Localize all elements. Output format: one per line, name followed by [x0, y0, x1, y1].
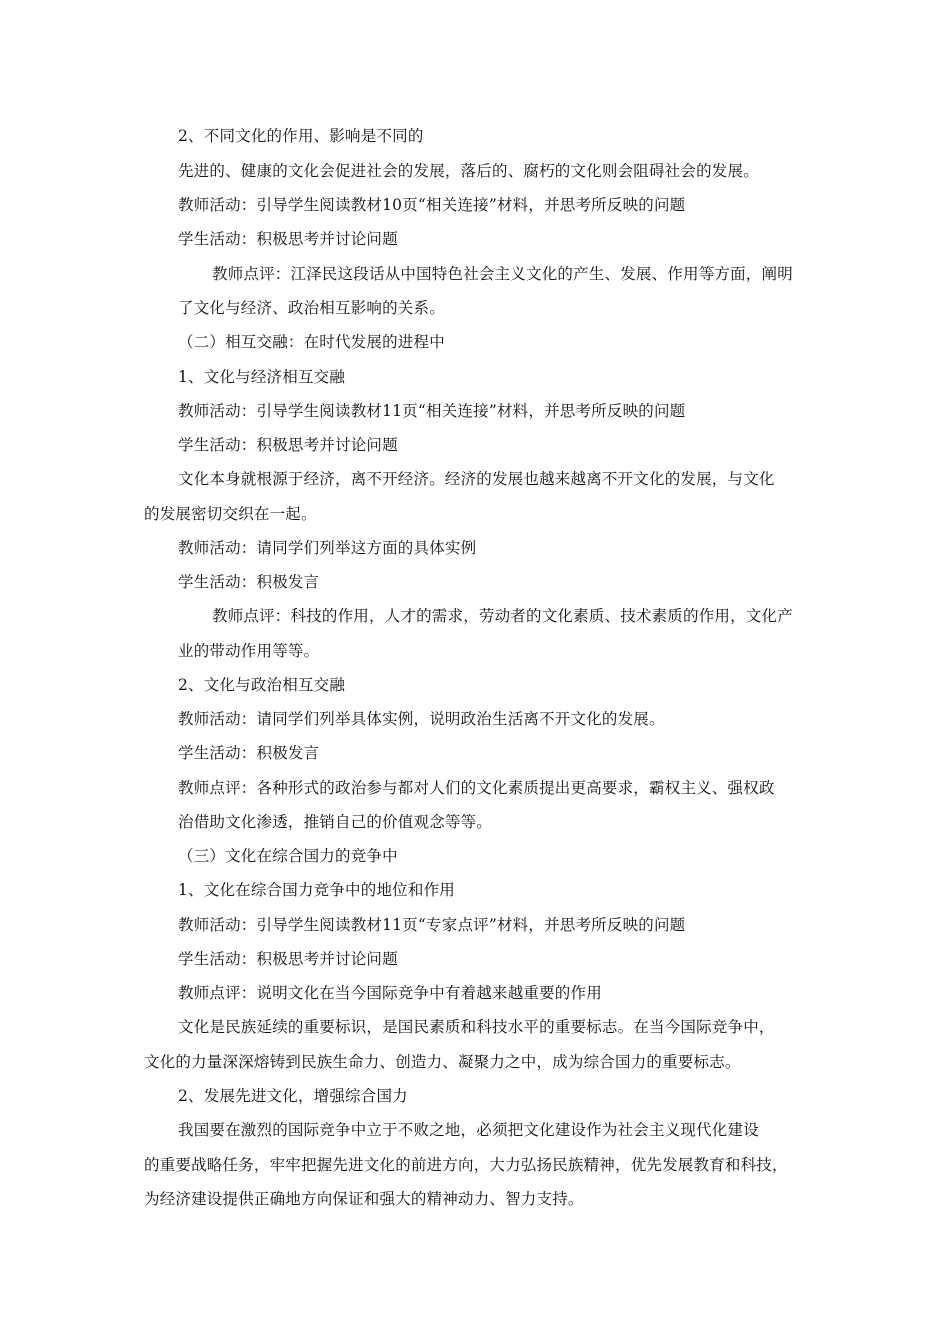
paragraph-line: 先进的、健康的文化会促进社会的发展，落后的、腐朽的文化则会阻碍社会的发展。: [178, 162, 759, 180]
section-heading-two: （二）相互交融：在时代发展的进程中: [178, 333, 445, 351]
teacher-activity-line: 教师活动：引导学生阅读教材10页“相关连接”材料，并思考所反映的问题: [178, 196, 686, 214]
paragraph-line: 的发展密切交织在一起。: [144, 505, 317, 523]
teacher-activity-line: 教师活动：引导学生阅读教材11页“专家点评”材料，并思考所反映的问题: [178, 916, 686, 934]
heading-2-different-roles: 2、不同文化的作用、影响是不同的: [178, 127, 424, 145]
paragraph-line: 了文化与经济、政治相互影响的关系。: [178, 299, 445, 317]
subheading-2-develop-culture: 2、发展先进文化，增强综合国力: [178, 1087, 408, 1105]
subheading-1-status-role: 1、文化在综合国力竞争中的地位和作用: [178, 881, 455, 899]
teacher-activity-line: 教师活动：引导学生阅读教材11页“相关连接”材料，并思考所反映的问题: [178, 402, 686, 420]
teacher-activity-line: 教师活动：请同学们列举具体实例，说明政治生活离不开文化的发展。: [178, 710, 665, 728]
student-activity-line: 学生活动：积极发言: [178, 573, 320, 591]
student-activity-line: 学生活动：积极思考并讨论问题: [178, 230, 398, 248]
teacher-activity-line: 教师活动：请同学们列举这方面的具体实例: [178, 539, 477, 557]
student-activity-line: 学生活动：积极思考并讨论问题: [178, 436, 398, 454]
teacher-comment-line: 教师点评：科技的作用，人才的需求，劳动者的文化素质、技术素质的作用，文化产: [212, 607, 793, 625]
student-activity-line: 学生活动：积极思考并讨论问题: [178, 950, 398, 968]
teacher-comment-line: 教师点评：江泽民这段话从中国特色社会主义文化的产生、发展、作用等方面，阐明: [212, 265, 793, 283]
paragraph-line: 文化的力量深深熔铸到民族生命力、创造力、凝聚力之中，成为综合国力的重要标志。: [144, 1053, 741, 1071]
paragraph-line: 业的带动作用等等。: [178, 642, 320, 660]
paragraph-line: 文化本身就根源于经济，离不开经济。经济的发展也越来越离不开文化的发展，与文化: [178, 470, 775, 488]
paragraph-line: 我国要在激烈的国际竞争中立于不败之地，必须把文化建设作为社会主义现代化建设: [178, 1121, 759, 1139]
student-activity-line: 学生活动：积极发言: [178, 744, 320, 762]
paragraph-line: 文化是民族延续的重要标识，是国民素质和科技水平的重要标志。在当今国际竞争中，: [178, 1018, 775, 1036]
teacher-comment-line: 教师点评：各种形式的政治参与都对人们的文化素质提出更高要求，霸权主义、强权政: [178, 779, 775, 797]
section-heading-three: （三）文化在综合国力的竞争中: [178, 847, 398, 865]
paragraph-line: 的重要战略任务，牢牢把握先进文化的前进方向，大力弘扬民族精神，优先发展教育和科技，: [144, 1156, 788, 1174]
paragraph-line: 治借助文化渗透，推销自己的价值观念等等。: [178, 813, 493, 831]
subheading-1-culture-economy: 1、文化与经济相互交融: [178, 368, 346, 386]
paragraph-line: 为经济建设提供正确地方向保证和强大的精神动力、智力支持。: [144, 1190, 584, 1208]
teacher-comment-line: 教师点评：说明文化在当今国际竞争中有着越来越重要的作用: [178, 984, 602, 1002]
subheading-2-culture-politics: 2、文化与政治相互交融: [178, 676, 346, 694]
